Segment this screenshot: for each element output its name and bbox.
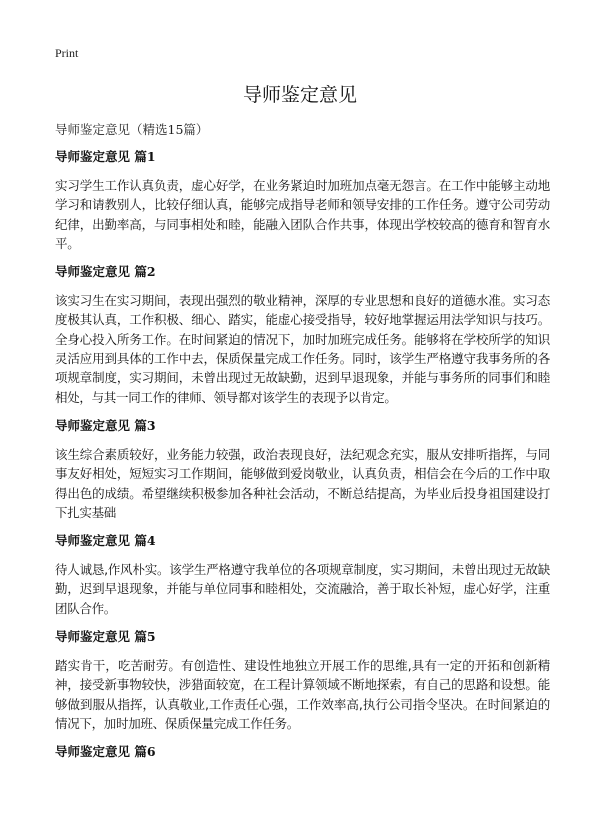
section-1 [55, 147, 550, 253]
article-content [55, 147, 550, 771]
section-6 [55, 742, 550, 762]
intro-text: 导师鉴定意见（精选15篇） [55, 122, 209, 137]
section-heading: 导师鉴定意见 篇5 [55, 629, 156, 645]
page-title: 导师鉴定意见 [242, 84, 357, 106]
section-heading: 导师鉴定意见 篇3 [55, 417, 156, 433]
section-body: 该实习生在实习期间，表现出强烈的敬业精神，深厚的专业思想和良好的道德水准。实习态度极其认真，工作积极、细心、踏实，能虚心接受指导，较好地掌握运用法学知识与技巧。全身心投入所务工作。在时间紧迫的情况下，加时加班完成任务。能够将在学校所学的知识灵活应用到具体的工作中去，保质保量完成工作任务。同时，该学生严格遵守我事务所的各项规章制度，实习期间，未曾出现过无故缺勤，迟到早退现象，并能与事务所的同事们和睦相处，与其一同工作的律师、领导都对该学生的表现予以肯定。 [55, 293, 550, 405]
section-3 [55, 416, 550, 522]
section-body: 踏实肯干，吃苦耐劳。有创造性、建设性地独立开展工作的思维,具有一定的开拓和创新精神，接受新事物较快，涉猎面较宽，在工程计算领域不断地探索，有自己的思路和设想。能够做到服从指挥，认真敬业,工作责任心强，工作效率高,执行公司指令坚决。在时间紧迫的情况下，加时加班、保质保量完成工作任务。 [55, 658, 550, 731]
section-5 [55, 627, 550, 733]
section-body: 该生综合素质较好，业务能力较强，政治表现良好，法纪观念充实，服从安排听指挥，与同事友好相处，短短实习工作期间，能够做到爱岗敬业，认真负责，相信会在今后的工作中取得出色的成绩。希望继续积极参加各种社会活动，不断总结提高，为毕业后投身祖国建设打下扎实基础 [55, 446, 550, 520]
section-2 [55, 262, 550, 407]
section-heading: 导师鉴定意见 篇4 [55, 533, 156, 549]
section-body: 实习学生工作认真负责，虚心好学，在业务紧迫时加班加点毫无怨言。在工作中能够主动地学习和请教别人，比较仔细认真，能够完成指导老师和领导安排的工作任务。遵守公司劳动纪律，出勤率高，与同事相处和睦，能融入团队合作共事，体现出学校较高的德育和智育水平。 [55, 178, 550, 251]
section-4 [55, 531, 550, 618]
section-heading: 导师鉴定意见 篇6 [55, 744, 156, 760]
print-link[interactable]: Print [55, 46, 79, 60]
section-body: 待人诚恳,作风朴实。该学生严格遵守我单位的各项规章制度，实习期间，未曾出现过无故缺勤，迟到早退现象，并能与单位同事和睦相处，交流融洽，善于取长补短，虚心好学，注重团队合作。 [55, 562, 550, 616]
section-heading: 导师鉴定意见 篇1 [55, 149, 156, 164]
section-heading: 导师鉴定意见 篇2 [55, 264, 156, 280]
